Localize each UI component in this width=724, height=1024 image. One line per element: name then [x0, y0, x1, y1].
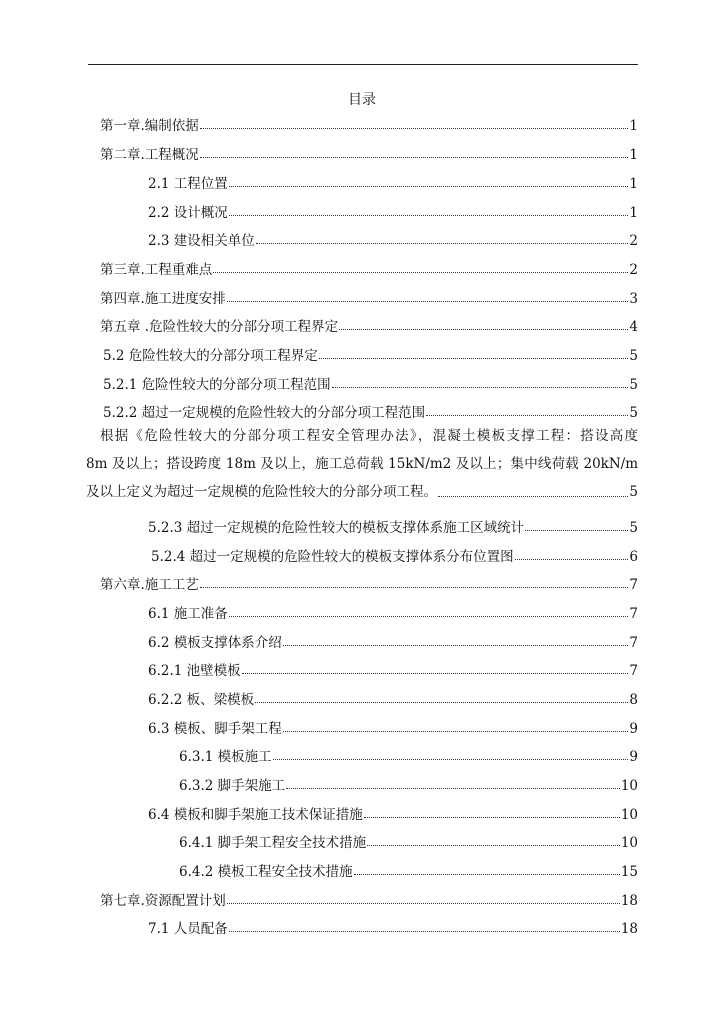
toc-entry-6-3-2[interactable]: [179, 774, 638, 794]
toc-entry-page: 2: [629, 262, 638, 278]
dot-leader: [227, 300, 629, 302]
toc-entry-page: 1: [629, 176, 638, 192]
paragraph-text: 及以上定义为超过一定规模的危险性较大的分部分项工程。: [86, 484, 437, 500]
toc-entry-6-2[interactable]: [148, 631, 638, 651]
toc-entry-label: 第二章.工程概况: [100, 147, 199, 163]
toc-entry-5-2-1[interactable]: [103, 373, 638, 393]
toc-entry-6-2-2[interactable]: [148, 688, 638, 708]
toc-entry-6-4-1[interactable]: [179, 831, 638, 851]
toc-entry-page: 5: [629, 484, 638, 500]
toc-entry-label: 5.2.3 超过一定规模的危险性较大的模板支撑体系施工区域统计: [148, 520, 525, 536]
dot-leader: [525, 529, 628, 531]
toc-entry-5-2-4[interactable]: [151, 545, 638, 565]
dot-leader: [286, 787, 620, 789]
toc-title: 目录: [348, 92, 376, 108]
toc-entry-2-3[interactable]: [148, 229, 638, 249]
toc-entry-2-2[interactable]: [148, 201, 638, 221]
toc-entry-page: 7: [629, 635, 638, 651]
toc-entry-page: 18: [620, 921, 638, 937]
toc-entry-label: 6.3 模板、脚手架工程: [148, 721, 282, 737]
toc-entry-6-4-2[interactable]: [179, 860, 638, 880]
toc-entry-page: 9: [629, 721, 638, 737]
toc-entry-label: 5.2.4 超过一定规模的危险性较大的模板支撑体系分布位置图: [151, 549, 514, 565]
toc-entry-page: 7: [629, 577, 638, 593]
dot-leader: [200, 586, 629, 588]
toc-entry-page: 1: [629, 147, 638, 163]
toc-entry-label: 第一章.编制依据: [100, 118, 199, 134]
toc-entry-label: 第五章 .危险性较大的分部分项工程界定: [100, 319, 339, 335]
dot-leader: [426, 414, 628, 416]
toc-entry-5-2[interactable]: [103, 344, 638, 364]
toc-entry-page: 5: [629, 377, 638, 393]
paragraph-line: 根据《危险性较大的分部分项工程安全管理办法》，混凝土模板支撑工程：搭设高度: [100, 428, 638, 444]
dot-leader: [332, 386, 629, 388]
toc-entry-chapter-6[interactable]: [100, 573, 638, 593]
dot-leader: [213, 271, 628, 273]
dot-leader: [438, 495, 628, 497]
toc-entry-chapter-4[interactable]: [100, 287, 638, 307]
toc-entry-page: 7: [629, 663, 638, 679]
dot-leader: [319, 357, 629, 359]
dot-leader: [283, 644, 629, 646]
toc-entry-page: 18: [620, 893, 638, 909]
dot-leader: [200, 127, 629, 129]
toc-entry-page: 5: [629, 520, 638, 536]
toc-paragraph[interactable]: [86, 422, 638, 506]
dot-leader: [200, 156, 629, 158]
toc-entry-6-1[interactable]: [148, 602, 638, 622]
dot-leader: [229, 930, 620, 932]
toc-entry-label: 6.4 模板和脚手架施工技术保证措施: [148, 807, 363, 823]
dot-leader: [339, 328, 628, 330]
toc-entry-label: 5.2.2 超过一定规模的危险性较大的分部分项工程范围: [103, 405, 426, 421]
toc-entry-label: 6.2 模板支撑体系介绍: [148, 635, 282, 651]
toc-entry-7-1[interactable]: [148, 917, 638, 937]
toc-entry-page: 10: [620, 807, 638, 823]
toc-entry-2-1[interactable]: [148, 172, 638, 192]
toc-entry-chapter-7[interactable]: [100, 889, 638, 909]
dot-leader: [273, 758, 629, 760]
toc-entry-label: 第四章.施工进度安排: [100, 291, 226, 307]
toc-entry-label: 6.2.1 池壁模板: [148, 663, 241, 679]
dot-leader: [227, 902, 620, 904]
toc-entry-page: 8: [629, 692, 638, 708]
toc-entry-label: 2.3 建设相关单位: [148, 233, 255, 249]
toc-entry-page: 3: [629, 291, 638, 307]
dot-leader: [364, 816, 620, 818]
toc-entry-chapter-2[interactable]: [100, 143, 638, 163]
toc-entry-label: 5.2.1 危险性较大的分部分项工程范围: [103, 377, 331, 393]
toc-entry-label: 6.4.1 脚手架工程安全技术措施: [179, 835, 367, 851]
toc-entry-label: 第三章.工程重难点: [100, 262, 213, 278]
dot-leader: [229, 214, 629, 216]
toc-entry-6-3-1[interactable]: [179, 745, 638, 765]
toc-entry-label: 7.1 人员配备: [148, 921, 228, 937]
toc-entry-5-2-2[interactable]: [103, 401, 638, 421]
dot-leader: [255, 701, 628, 703]
toc-entry-label: 6.4.2 模板工程安全技术措施: [179, 864, 353, 880]
toc-entry-6-2-1[interactable]: [148, 659, 638, 679]
dot-leader: [283, 730, 629, 732]
toc-entry-5-2-3[interactable]: [148, 516, 638, 536]
paragraph-line-last: [86, 478, 638, 506]
dot-leader: [354, 873, 620, 875]
toc-entry-label: 6.1 施工准备: [148, 606, 228, 622]
dot-leader: [229, 615, 629, 617]
paragraph-line: 8m 及以上；搭设跨度 18m 及以上，施工总荷载 15kN/m2 及以上；集中线荷载 20kN/m: [86, 456, 638, 472]
toc-entry-6-4[interactable]: [148, 803, 638, 823]
toc-entry-6-3[interactable]: [148, 717, 638, 737]
toc-entry-page: 4: [629, 319, 638, 335]
toc-entry-label: 6.3.1 模板施工: [179, 749, 272, 765]
dot-leader: [242, 672, 629, 674]
toc-entry-page: 10: [620, 778, 638, 794]
toc-entry-page: 7: [629, 606, 638, 622]
toc-entry-page: 1: [629, 205, 638, 221]
toc-entry-label: 5.2 危险性较大的分部分项工程界定: [103, 348, 318, 364]
toc-entry-page: 5: [629, 348, 638, 364]
dot-leader: [367, 844, 620, 846]
toc-entry-page: 5: [629, 405, 638, 421]
dot-leader: [256, 242, 629, 244]
toc-entry-label: 6.3.2 脚手架施工: [179, 778, 286, 794]
toc-entry-page: 9: [629, 749, 638, 765]
toc-entry-label: 2.2 设计概况: [148, 205, 228, 221]
toc-entry-label: 第七章.资源配置计划: [100, 893, 226, 909]
toc-entry-page: 1: [629, 118, 638, 134]
toc-entry-chapter-3[interactable]: [100, 258, 638, 278]
toc-entry-page: 10: [620, 835, 638, 851]
dot-leader: [515, 558, 629, 560]
toc-entry-page: 2: [629, 233, 638, 249]
toc-entry-chapter-5[interactable]: [100, 315, 638, 335]
header-rule: [88, 64, 638, 65]
toc-entry-label: 2.1 工程位置: [148, 176, 228, 192]
toc-entry-label: 6.2.2 板、梁模板: [148, 692, 255, 708]
toc-entry-chapter-1[interactable]: [100, 114, 638, 134]
toc-entry-label: 第六章.施工工艺: [100, 577, 199, 593]
toc-entry-page: 6: [629, 549, 638, 565]
toc-entry-page: 15: [620, 864, 638, 880]
dot-leader: [229, 185, 629, 187]
